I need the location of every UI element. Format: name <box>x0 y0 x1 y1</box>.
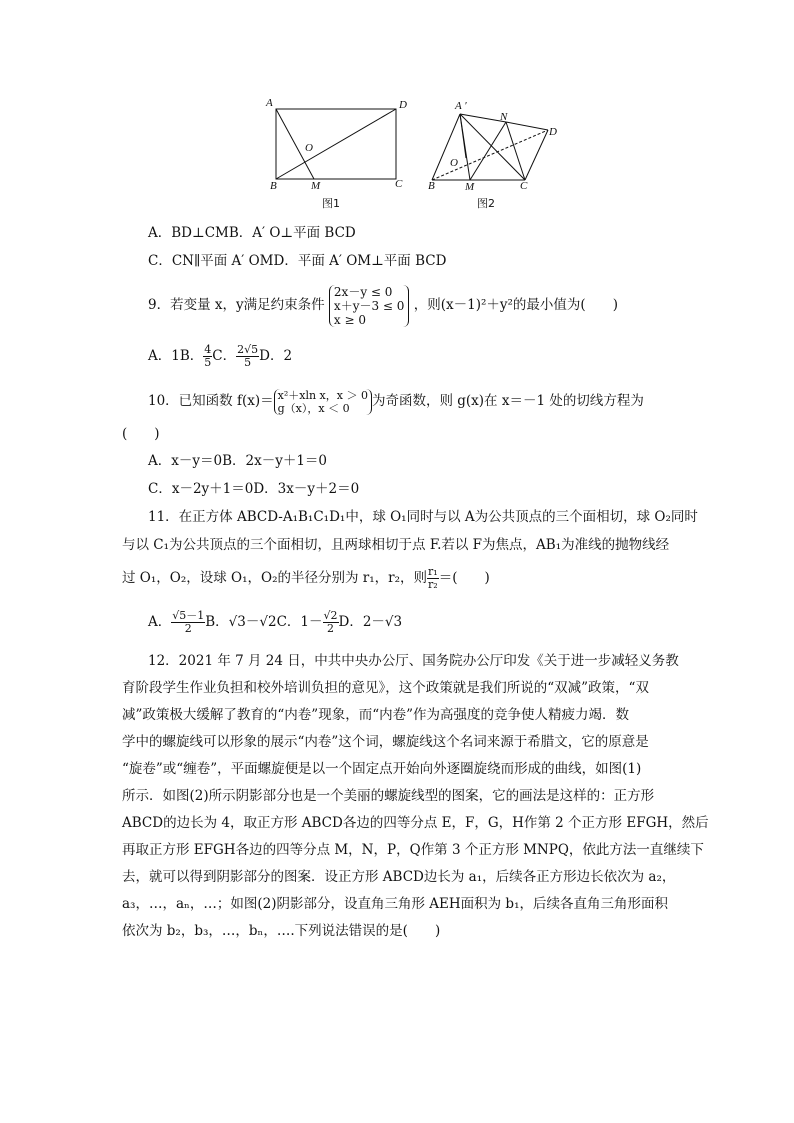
q9-constraint-2: x＋y－3 ≤ 0 <box>333 298 405 313</box>
q11-fraction-c <box>323 610 339 635</box>
figure-1 <box>260 95 420 215</box>
q8-options-cd: C．CN∥平面 A′ OMD．平面 A′ OM⊥平面 BCD <box>148 253 447 269</box>
q11-fraction-a-den: 2 <box>184 622 192 635</box>
fig1-label-a: A <box>266 97 273 109</box>
fig2-edge-ao <box>460 114 466 158</box>
q12-line-5: “旋卷”或“缠卷”，平面螺旋便是以一个固定点开始向外逐圈旋绕而形成的曲线，如图(1) <box>122 761 642 777</box>
q9-fraction-b <box>203 344 212 369</box>
fig1-label-o: O <box>305 142 313 154</box>
q10-piecewise <box>274 389 372 415</box>
q9-fraction-b-num: 4 <box>204 343 212 356</box>
q9-stem-pre: 9．若变量 x，y满足约束条件 <box>148 297 325 313</box>
fig1-label-d: D <box>399 99 407 111</box>
fig2-label-m: M <box>465 181 475 193</box>
q11-fraction-c-den: 2 <box>327 622 334 635</box>
q9-constraint-3: x ≥ 0 <box>333 312 367 327</box>
q12-line-9: 去，就可以得到阴影部分的图案．设正方形 ABCD边长为 a₁，后续各正方形边长依次为 a₂， <box>122 869 676 885</box>
q9-stem-post: ，则(x－1)²＋y²的最小值为( ) <box>413 297 618 313</box>
q11-ratio-num: r₁ <box>428 565 438 578</box>
q11-line-3 <box>122 562 490 594</box>
fig2-edge-mn <box>470 122 506 180</box>
q12-line-2: 育阶段学生作业负担和校外培训负担的意见》，这个政策就是我们所说的“双减”政策，“双 <box>122 680 649 696</box>
q9-fraction-c-den: 5 <box>244 356 252 369</box>
q8-options-ab: A．BD⊥CMB．A′ O⊥平面 BCD <box>148 225 356 241</box>
diagonal-bd <box>276 109 396 179</box>
fig2-caption: 图2 <box>477 197 495 210</box>
q11-line-1: 11．在正方体 ABCD-A₁B₁C₁D₁中，球 O₁同时与以 A为公共顶点的三个面相切，球 O₂同时 <box>148 509 698 525</box>
q11-fraction-c-num: √2 <box>323 609 338 622</box>
fig1-label-m: M <box>311 180 321 192</box>
fig2-edge-bd-dashed <box>432 130 548 180</box>
fig2-label-o: O <box>450 157 458 169</box>
q10-options-cd: C．x－2y＋1＝0D．3x－y＋2＝0 <box>148 481 360 497</box>
q12-line-10: a₃，…，aₙ，…；如图(2)阴影部分，设直角三角形 AEH面积为 b₁，后续各直角三角形面积 <box>122 896 668 912</box>
q11-options <box>148 605 402 639</box>
q12-line-7: ABCD的边长为 4，取正方形 ABCD各边的四等分点 E，F，G，H作第 2 个正方形 EFGH，然后 <box>122 815 709 831</box>
q10-stem-pre: 10．已知函数 f(x)＝ <box>148 393 274 409</box>
q9-fraction-c-num: 2√5 <box>237 343 259 356</box>
fig2-label-b: B <box>428 180 435 192</box>
q11-ratio <box>427 566 439 591</box>
fig2-label-n: N <box>500 111 508 123</box>
q10-stem <box>148 385 644 417</box>
q11-fraction-a <box>171 610 205 635</box>
q11-fraction-a-num: √5－1 <box>172 609 205 622</box>
q11-line-3-post: ＝( ) <box>438 570 490 586</box>
q10-options-ab: A．x－y＝0B．2x－y＋1＝0 <box>148 453 328 469</box>
q9-constraints <box>329 285 410 327</box>
q12-line-1: 12．2021 年 7 月 24 日，中共中央办公厅、国务院办公厅印发《关于进一步减轻义务教 <box>148 653 679 669</box>
figure-2 <box>420 95 570 215</box>
q9-option-d: D．2 <box>259 348 293 364</box>
fig2-edge-cd <box>525 130 548 180</box>
q9-constraint-1: 2x－y ≤ 0 <box>333 284 393 299</box>
q9-option-c: C． <box>212 348 237 364</box>
q11-line-2: 与以 C₁为公共顶点的三个面相切，且两球相切于点 F.若以 F为焦点，AB₁为准线的抛物线经 <box>122 537 670 553</box>
q9-stem <box>148 280 618 330</box>
q12-line-4: 学中的螺旋线可以形象的展示“内卷”这个词，螺旋线这个名词来源于希腊文，它的原意是 <box>122 734 649 750</box>
q12-line-6: 所示．如图(2)所示阴影部分也是一个美丽的螺旋线型的图案，它的画法是这样的：正方形 <box>122 788 655 804</box>
q9-option-ab: A．1B． <box>148 348 204 364</box>
fig2-label-d: D <box>549 126 557 138</box>
q12-line-8: 再取正方形 EFGH各边的四等分点 M，N，P，Q作第 3 个正方形 MNPQ，依此方法一直继续下 <box>122 842 704 858</box>
q9-fraction-b-den: 5 <box>204 356 212 369</box>
q11-option-d: D．2－√3 <box>338 614 403 630</box>
q9-fraction-c <box>236 344 259 369</box>
fig2-label-a: A ′ <box>455 100 467 112</box>
q10-piece-1: x²＋xln x，x ＞ 0 <box>277 388 368 402</box>
fig2-label-c: C <box>520 180 528 192</box>
fig2-edge-nc <box>506 122 525 180</box>
q11-ratio-den: r₂ <box>428 578 438 591</box>
q11-option-a: A． <box>148 614 172 630</box>
fig1-label-b: B <box>270 180 277 192</box>
q9-options <box>148 340 292 372</box>
q11-line-3-pre: 过 O₁，O₂，设球 O₁，O₂的半径分别为 r₁，r₂，则 <box>122 570 428 586</box>
q10-paren: ( ) <box>122 426 160 442</box>
q12-line-3: 减”政策极大缓解了教育的“内卷”现象，而“内卷”作为高强度的竞争使人精疲力竭．数 <box>122 707 630 723</box>
q10-stem-post: 为奇函数，则 g(x)在 x＝－1 处的切线方程为 <box>371 393 644 409</box>
q10-piece-2: g（x），x ＜ 0 <box>277 401 350 415</box>
fig1-label-c: C <box>395 178 403 190</box>
q11-option-bc: B．√3－√2C．1－ <box>205 614 323 630</box>
fig2-edge-nd <box>506 122 548 130</box>
q12-line-11: 依次为 b₂，b₃，…，bₙ，….下列说法错误的是( ) <box>122 923 441 939</box>
fig1-caption: 图1 <box>322 197 340 210</box>
